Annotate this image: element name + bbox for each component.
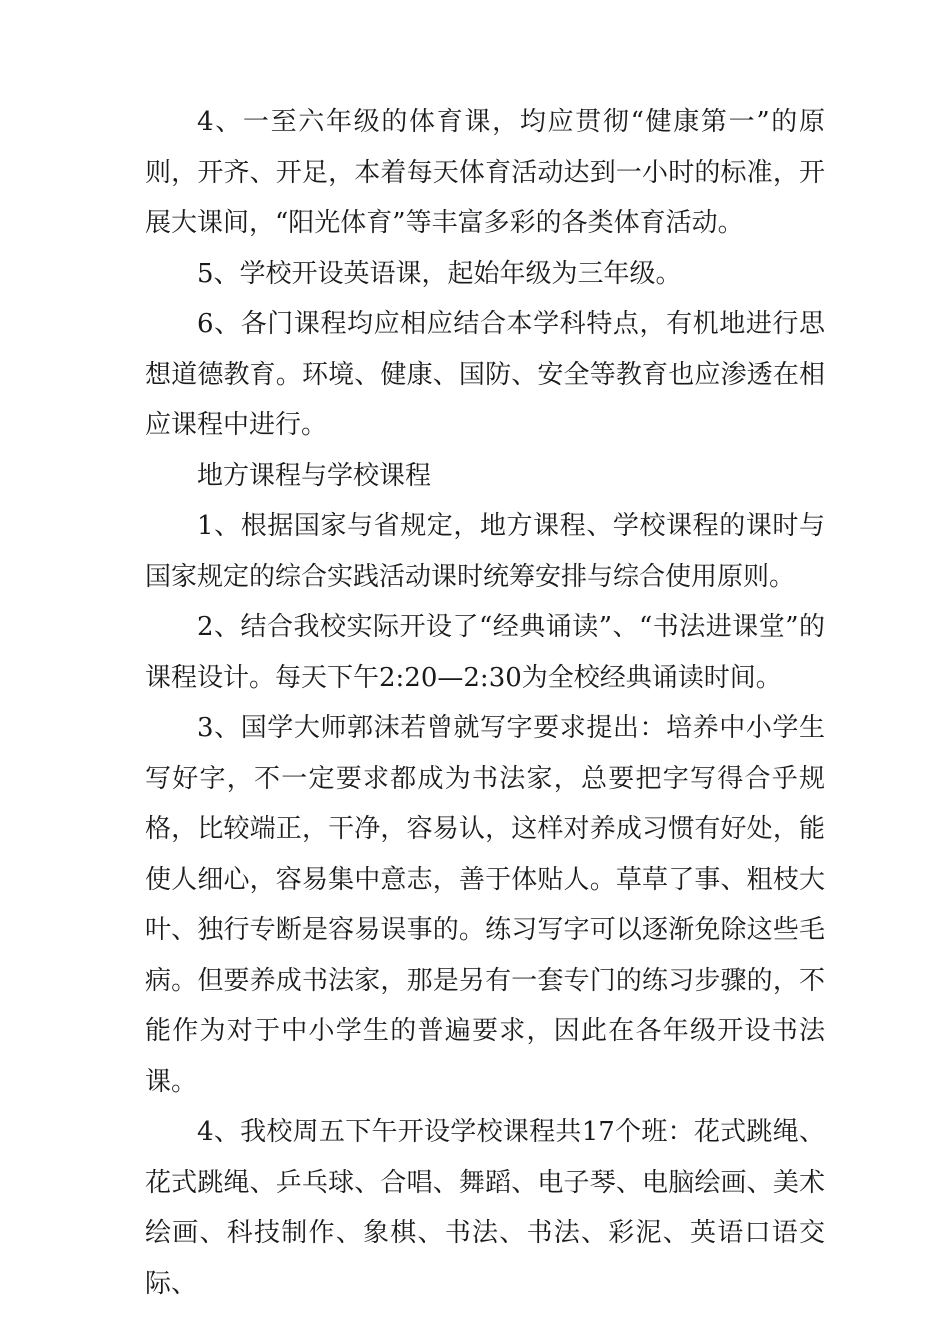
paragraph-local-course-hours: 1、根据国家与省规定，地方课程、学校课程的课时与国家规定的综合实践活动课时统筹安排与综合使用原则。: [145, 511, 825, 592]
paragraph-english-course: 5、学校开设英语课，起始年级为三年级。: [197, 258, 682, 289]
paragraph-pe-course: 4、一至六年级的体育课，均应贯彻“健康第一”的原则，开齐、开足，本着每天体育活动达到一小时的标准，开展大课间，“阳光体育”等丰富多彩的各类体育活动。: [145, 107, 825, 238]
paragraph-moral-education: 6、各门课程均应相应结合本学科特点，有机地进行思想道德教育。环境、健康、国防、安全等教育也应渗透在相应课程中进行。: [145, 309, 825, 440]
section-heading: 地方课程与学校课程: [197, 460, 432, 491]
paragraph-school-clubs: 4、我校周五下午开设学校课程共17个班：花式跳绳、花式跳绳、乒乓球、合唱、舞蹈、电子琴、电脑绘画、美术绘画、科技制作、象棋、书法、书法、彩泥、英语口语交际、: [145, 1117, 825, 1299]
paragraph-classic-reading: 2、结合我校实际开设了“经典诵读”、“书法进课堂”的课程设计。每天下午2:20—2:30为全校经典诵读时间。: [145, 612, 825, 693]
paragraph-calligraphy: 3、国学大师郭沫若曾就写字要求提出：培养中小学生写好字，不一定要求都成为书法家，总要把字写得合乎规格，比较端正，干净，容易认，这样对养成习惯有好处，能使人细心，容易集中意志，善于体贴人。草草了事、粗枝大叶、独行专断是容易误事的。练习写字可以逐渐免除这些毛病。但要养成书法家，那是另有一套专门的练习步骤的，不能作为对于中小学生的普遍要求，因此在各年级开设书法课。: [145, 713, 825, 1097]
document-body: [145, 97, 825, 1309]
